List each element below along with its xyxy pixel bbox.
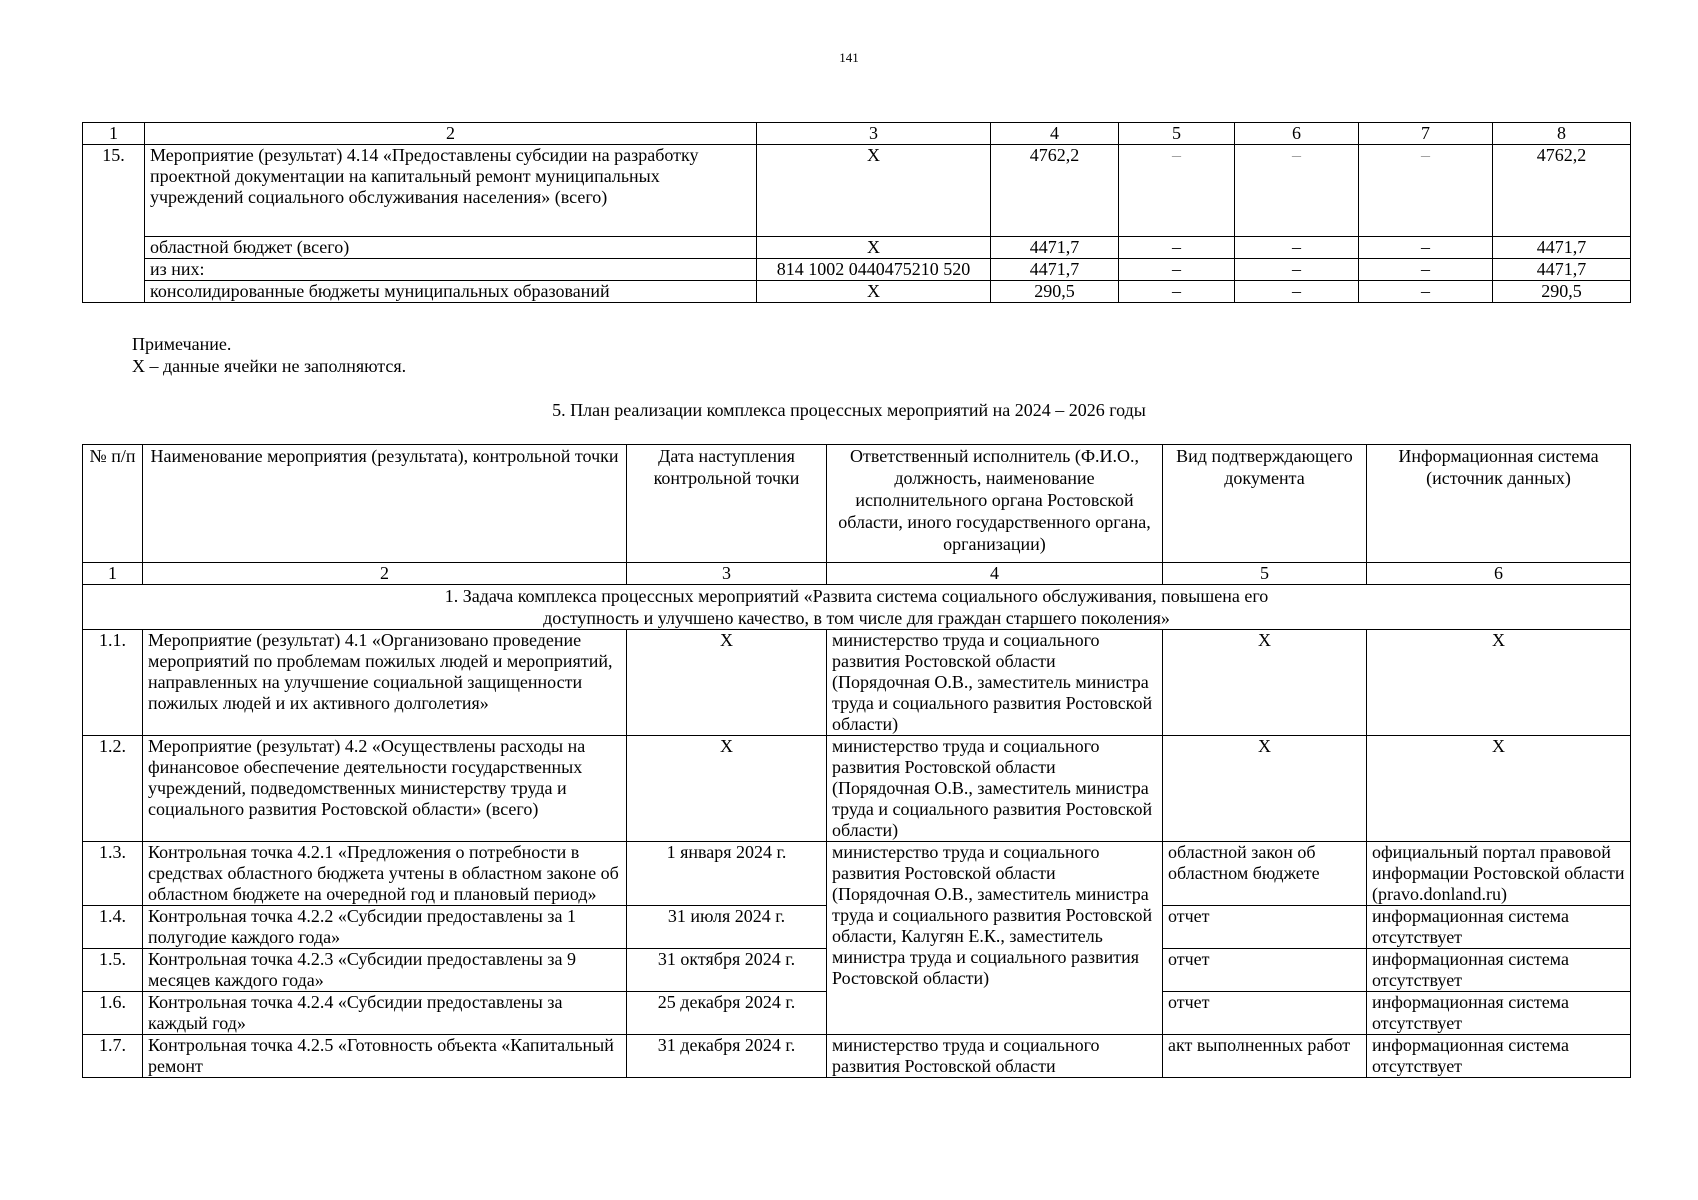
line-value-8: 4762,2 [1493,145,1631,237]
row-info-system: информационная система отсутствует [1367,949,1631,992]
table-row [83,145,1631,237]
plan-table-header-row [83,445,1631,563]
row-date: 31 июля 2024 г. [627,906,827,949]
row-document: X [1163,630,1367,736]
table-row [83,237,1631,259]
finance-col-2: 2 [145,123,757,145]
row-info-system: X [1367,736,1631,842]
row-document: отчет [1163,949,1367,992]
line-value-5: – [1119,259,1235,281]
row-name: Контрольная точка 4.2.4 «Субсидии предоставлены за каждый год» [143,992,627,1035]
row-number: 1.6. [83,992,143,1035]
row-date: 25 декабря 2024 г. [627,992,827,1035]
row-number: 1.7. [83,1035,143,1078]
row-number: 1.1. [83,630,143,736]
row-document: акт выполненных работ [1163,1035,1367,1078]
row-name: Контрольная точка 4.2.2 «Субсидии предоставлены за 1 полугодие каждого года» [143,906,627,949]
line-code: X [757,237,991,259]
line-value-4: 290,5 [991,281,1119,303]
row-date: X [627,630,827,736]
row-name: Мероприятие (результат) 4.2 «Осуществлены расходы на финансовое обеспечение деятельности государственных учреждений, подведомственных министерству труда и социального развития Ростовской области» (всего) [143,736,627,842]
line-value-6: – [1235,281,1359,303]
table-row [83,259,1631,281]
table-row [83,630,1631,736]
header-num: № п/п [83,445,143,563]
finance-col-3: 3 [757,123,991,145]
row-name: Контрольная точка 4.2.1 «Предложения о потребности в средствах областного бюджета учтены в областном законе об областном бюджете на очередной год и плановый период» [143,842,627,906]
line-code: 814 1002 0440475210 520 [757,259,991,281]
row-date: 31 октября 2024 г. [627,949,827,992]
finance-table [82,122,1631,303]
row-date: 31 декабря 2024 г. [627,1035,827,1078]
header-date: Дата наступления контрольной точки [627,445,827,563]
row-number: 1.2. [83,736,143,842]
line-value-7: – [1359,145,1493,237]
finance-col-4: 4 [991,123,1119,145]
row-document: областной закон об областном бюджете [1163,842,1367,906]
row-document: X [1163,736,1367,842]
line-value-6: – [1235,259,1359,281]
col-number: 3 [627,563,827,585]
line-name: Мероприятие (результат) 4.14 «Предоставлены субсидии на разработку проектной документации на капитальный ремонт муниципальных учреждений социального обслуживания населения» (всего) [145,145,757,237]
finance-col-6: 6 [1235,123,1359,145]
line-value-7: – [1359,259,1493,281]
finance-col-8: 8 [1493,123,1631,145]
table-row [83,736,1631,842]
line-value-5: – [1119,237,1235,259]
row-number: 1.4. [83,906,143,949]
line-code: X [757,145,991,237]
line-value-5: – [1119,145,1235,237]
col-number: 5 [1163,563,1367,585]
table-row [83,1035,1631,1078]
table-row [83,842,1631,906]
line-value-6: – [1235,145,1359,237]
row-info-system: X [1367,630,1631,736]
row-responsible: министерство труда и социального развития Ростовской области [827,1035,1163,1078]
row-document: отчет [1163,906,1367,949]
row-date: 1 января 2024 г. [627,842,827,906]
line-value-7: – [1359,237,1493,259]
plan-col-number-row [83,563,1631,585]
row-name: Контрольная точка 4.2.5 «Готовность объекта «Капитальный ремонт [143,1035,627,1078]
finance-col-1: 1 [83,123,145,145]
row-info-system: информационная система отсутствует [1367,1035,1631,1078]
header-name: Наименование мероприятия (результата), контрольной точки [143,445,627,563]
line-value-8: 4471,7 [1493,259,1631,281]
header-document: Вид подтверждающего документа [1163,445,1367,563]
page-number: 141 [839,50,859,65]
row-info-system: информационная система отсутствует [1367,906,1631,949]
line-value-8: 290,5 [1493,281,1631,303]
section-title: 5. План реализации комплекса процессных мероприятий на 2024 – 2026 годы [552,400,1146,420]
row-info-system: информационная система отсутствует [1367,992,1631,1035]
row-info-system: официальный портал правовой информации Ростовской области (pravo.donland.ru) [1367,842,1631,906]
line-code: X [757,281,991,303]
finance-col-7: 7 [1359,123,1493,145]
row-responsible: министерство труда и социального развития Ростовской области (Порядочная О.В., заместитель министра труда и социального развития Ростовской области) [827,736,1163,842]
table-row [83,281,1631,303]
col-number: 1 [83,563,143,585]
header-info-system: Информационная система (источник данных) [1367,445,1631,563]
line-name: областной бюджет (всего) [145,237,757,259]
col-number: 2 [143,563,627,585]
line-value-4: 4471,7 [991,259,1119,281]
row-responsible-merged: министерство труда и социального развития Ростовской области (Порядочная О.В., заместитель министра труда и социального развития Ростовской области, Калугян Е.К., заместитель министра труда и социального развития Ростовской области) [827,842,1163,1035]
finance-table-header-row [83,123,1631,145]
line-value-4: 4762,2 [991,145,1119,237]
line-value-6: – [1235,237,1359,259]
task-title: 1. Задача комплекса процессных мероприятий «Развита система социального обслуживания, повышена его доступность и улучшено качество, в том числе для граждан старшего поколения» [83,585,1631,630]
row-number: 15. [83,145,145,303]
plan-table [82,444,1631,1078]
row-document: отчет [1163,992,1367,1035]
header-responsible: Ответственный исполнитель (Ф.И.О., должность, наименование исполнительного органа Ростовской области, иного государственного органа, организации) [827,445,1163,563]
line-value-7: – [1359,281,1493,303]
row-responsible: министерство труда и социального развития Ростовской области (Порядочная О.В., заместитель министра труда и социального развития Ростовской области) [827,630,1163,736]
line-value-8: 4471,7 [1493,237,1631,259]
col-number: 4 [827,563,1163,585]
row-name: Контрольная точка 4.2.3 «Субсидии предоставлены за 9 месяцев каждого года» [143,949,627,992]
row-name: Мероприятие (результат) 4.1 «Организовано проведение мероприятий по проблемам пожилых людей и мероприятий, направленных на улучшение социальной защищенности пожилых людей и их активного долголетия» [143,630,627,736]
task-row [83,585,1631,630]
row-number: 1.3. [83,842,143,906]
row-number: 1.5. [83,949,143,992]
note-text: X – данные ячейки не заполняются. [132,356,407,376]
line-name: консолидированные бюджеты муниципальных образований [145,281,757,303]
note-title: Примечание. [132,334,232,354]
col-number: 6 [1367,563,1631,585]
row-date: X [627,736,827,842]
finance-col-5: 5 [1119,123,1235,145]
line-name: из них: [145,259,757,281]
line-value-5: – [1119,281,1235,303]
line-value-4: 4471,7 [991,237,1119,259]
